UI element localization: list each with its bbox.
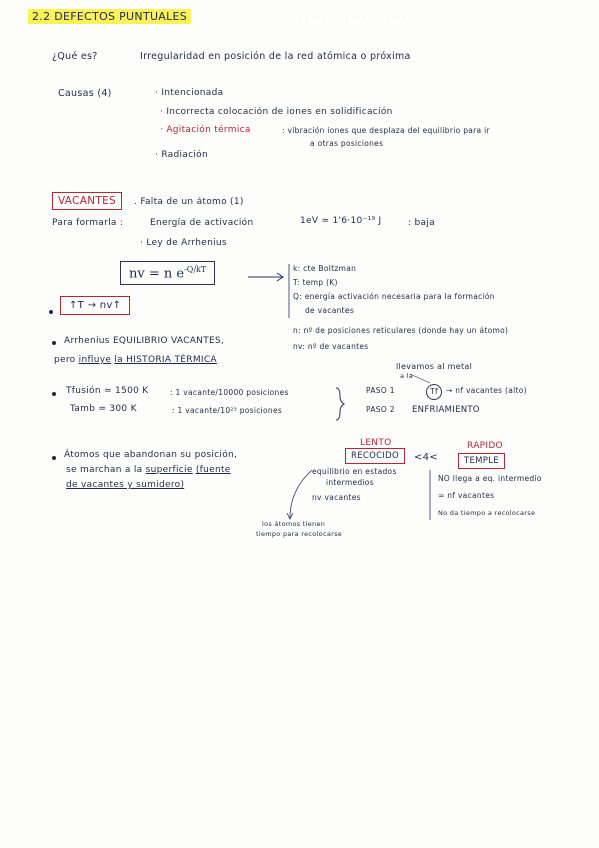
causa-item-highlight: · Agitación térmica (160, 125, 251, 135)
ley-arrhenius: · Ley de Arrhenius (140, 238, 227, 248)
tf-circle: Tf (426, 384, 442, 400)
tamb-label: Tamb ≃ 300 K (70, 404, 137, 414)
energia-activacion: Energía de activación (150, 218, 254, 228)
agitacion-note: : vibración iones que desplaza del equilibrio para ir (282, 126, 490, 135)
tamb-value: : 1 vacante/10²³ posiciones (172, 406, 283, 415)
vacancies-up: nv↑ (99, 300, 122, 311)
tfusion-value: : 1 vacante/10000 posiciones (170, 388, 289, 397)
llevamos-annotation: llevamos al metal (396, 362, 473, 371)
atomos-note-1: los átomos tienen (262, 520, 326, 528)
atomos-superficie: superficie (145, 465, 193, 475)
atomos-line3: de vacantes y sumidero) (66, 480, 185, 490)
recocido-desc-2: intermedios (326, 478, 374, 487)
bleed-through-text: · · · · · · · · · · · · · · · · · · · · (300, 14, 412, 24)
arrhenius-line1: Arrhenius EQUILIBRIO VACANTES, (64, 336, 225, 346)
paso1-result: → nf vacantes (alto) (446, 386, 527, 395)
arrhenius-pero: pero (54, 355, 76, 365)
tfusion-label: Tfusión ≃ 1500 K (66, 386, 149, 396)
legend-line: nv: nº de vacantes (293, 342, 369, 351)
atomos-line1: Átomos que abandonan su posición, (64, 450, 238, 460)
arrhenius-historia: la HISTORIA TÉRMICA (114, 355, 217, 365)
legend-line: k: cte Boltzman (293, 264, 357, 273)
que-es-label: ¿Qué es? (52, 51, 98, 62)
rapido-label: RAPIDO (467, 441, 503, 451)
para-formarla-label: Para formarla : (52, 218, 124, 228)
temple-desc-1: NO llega a eq. intermedio (438, 474, 542, 483)
agitacion-note-2: a otras posiciones (310, 139, 384, 148)
temple-label: TEMPLE (458, 453, 505, 469)
temps-brace (336, 388, 344, 420)
vacantes-box: VACANTES (52, 192, 122, 210)
recocido-desc-1: equilibrio en estados (312, 467, 397, 476)
recocido-desc-3: nv vacantes (312, 493, 361, 502)
legend-line: T: temp (K) (293, 278, 338, 287)
atomos-fuente: (fuente (195, 465, 231, 475)
causa-item: · Intencionada (155, 88, 224, 98)
title-highlight: 2.2 DEFECTOS PUNTUALES (28, 9, 191, 24)
legend-line: n: nº de posiciones reticulares (donde hay un átomo) (293, 326, 509, 335)
que-es-text: Irregularidad en posición de la red atómica o próxima (140, 51, 411, 62)
arrhenius-influye: influye (78, 355, 112, 365)
causas-label: Causas (4) (58, 88, 112, 99)
causa-item: · Radiación (155, 150, 208, 160)
vacantes-definition: . Falta de un átomo (1) (134, 197, 244, 207)
recocido-label: RECOCIDO (345, 448, 405, 464)
legend-line: Q: energía activación necesaria para la formación (293, 292, 495, 301)
llevamos-annotation-2: a la (400, 372, 414, 380)
compare-symbol: <4< (414, 452, 439, 463)
causa-item: · Incorrecta colocación de iones en solidificación (160, 107, 393, 117)
llevamos-arrow (410, 374, 430, 383)
legend-line: de vacantes (305, 306, 355, 315)
atomos-se-marchan: se marchan a la (66, 465, 143, 475)
energia-value: 1eV ≃ 1'6·10⁻¹⁹ J (300, 216, 382, 226)
atomos-note-2: tiempo para recolocarse (256, 530, 343, 538)
formula-lhs: nv = n e (129, 266, 185, 282)
temperature-up: ↑T (69, 300, 85, 311)
atomos-curve-arrow (290, 470, 312, 518)
paso2-label: PASO 2 (366, 405, 395, 414)
energia-note: : baja (408, 218, 435, 228)
formula-exponent: -Q/kT (184, 265, 207, 274)
temple-desc-2: ≃ nf vacantes (438, 491, 495, 500)
lento-label: LENTO (360, 438, 392, 448)
temple-desc-3: No da tiempo a recolocarse (438, 509, 536, 517)
increase-arrow: → (87, 300, 97, 311)
enfriamiento: ENFRIAMIENTO (412, 405, 480, 415)
paso1-label: PASO 1 (366, 386, 395, 395)
